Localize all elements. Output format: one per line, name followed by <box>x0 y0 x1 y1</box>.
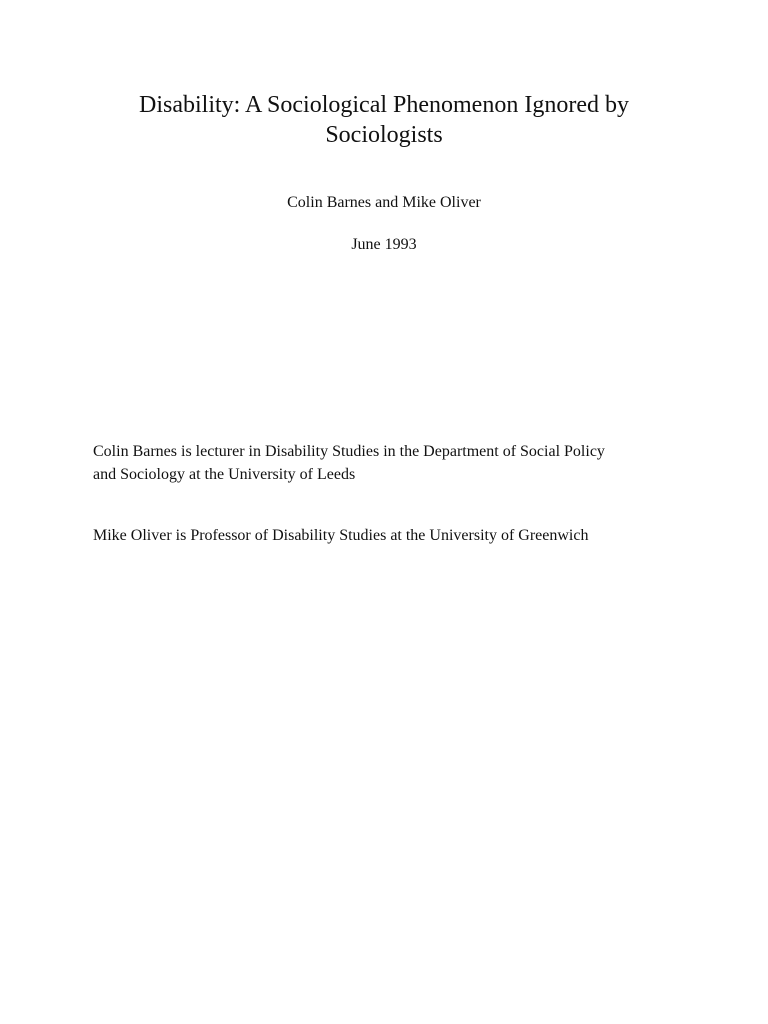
author-bio-oliver: Mike Oliver is Professor of Disability Studies at the University of Greenwich <box>93 527 589 544</box>
publication-date: June 1993 <box>351 236 417 253</box>
bio-barnes-line-2: and Sociology at the University of Leeds <box>93 466 356 483</box>
author-bio-barnes <box>93 440 693 486</box>
document-title <box>60 90 708 150</box>
title-line-1: Disability: A Sociological Phenomenon Ignored by <box>139 92 629 118</box>
title-line-2: Sociologists <box>325 122 443 148</box>
bio-barnes-line-1: Colin Barnes is lecturer in Disability Studies in the Department of Social Policy <box>93 443 605 460</box>
authors: Colin Barnes and Mike Oliver <box>287 194 481 211</box>
